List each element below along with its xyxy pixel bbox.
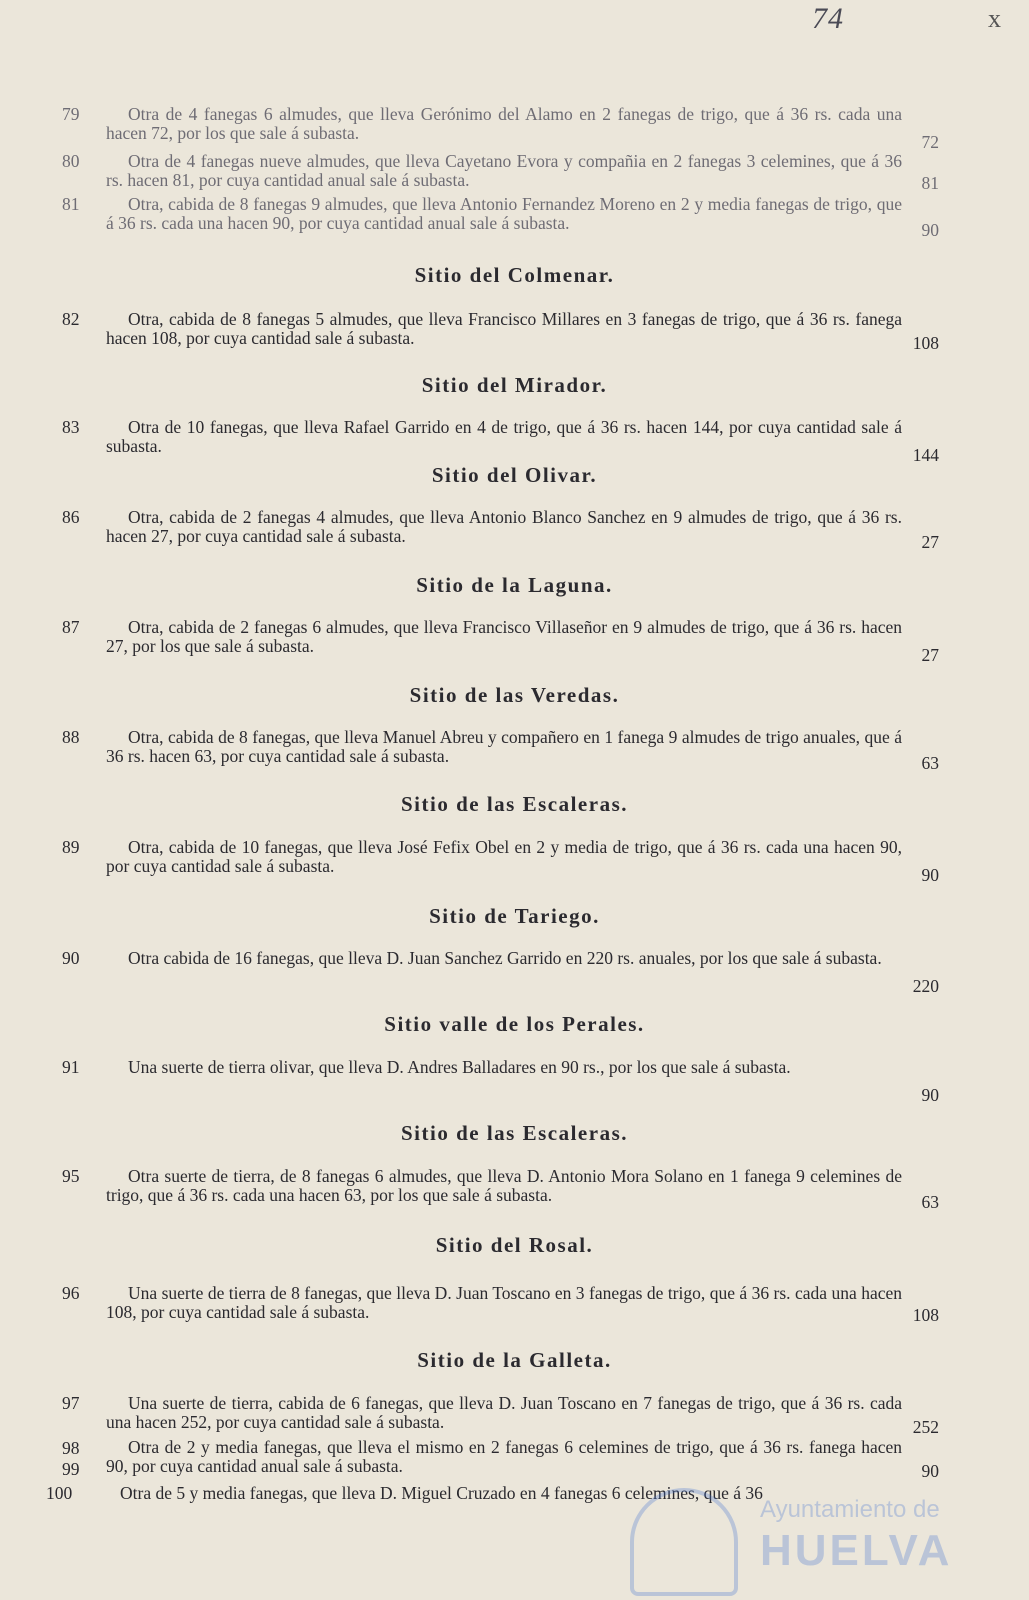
entry-text: Otra de 2 y media fanegas, que lleva el mismo en 2 fanegas 6 celemines de trigo, que á 36 rs. fanega hacen 90, por cuya cantidad anual sale á subasta. — [106, 1437, 902, 1476]
entry-value: 108 — [912, 1305, 939, 1325]
entry-number: 91 — [62, 1057, 80, 1077]
entry-value: 81 — [921, 173, 939, 193]
section-heading: Sitio del Olivar. — [431, 463, 598, 487]
entry-value: 27 — [921, 532, 939, 552]
entry-text: Otra de 10 fanegas, que lleva Rafael Garrido en 4 de trigo, que á 36 rs. hacen 144, por cuya cantidad sale á subasta. — [106, 417, 902, 456]
entry-text: Otra de 4 fanegas 6 almudes, que lleva Gerónimo del Alamo en 2 fanegas de trigo, que á 36 rs. cada una hacen 72, por los que sale á subasta. — [106, 104, 902, 143]
entry-value: 72 — [921, 132, 939, 152]
section-heading: Sitio valle de los Perales. — [384, 1012, 645, 1036]
entry-text: Otra, cabida de 10 fanegas, que lleva José Fefix Obel en 2 y media de trigo, que á 36 rs. cada una hacen 90, por cuya cantidad sale á subasta. — [106, 837, 902, 876]
entry-value: 63 — [921, 753, 939, 773]
archive-watermark — [620, 1480, 980, 1590]
entry-value: 90 — [921, 1461, 939, 1481]
entry-text: Una suerte de tierra, cabida de 6 fanegas, que lleva D. Juan Toscano en 7 fanegas de trigo, que á 36 rs. cada una hacen 252, por cuya cantidad sale á subasta. — [106, 1393, 902, 1432]
entry-text: Una suerte de tierra olivar, que lleva D. Andres Balladares en 90 rs., por los que sale á subasta. — [128, 1057, 791, 1077]
entry-text: Otra suerte de tierra, de 8 fanegas 6 almudes, que lleva D. Antonio Mora Solano en 1 fanega 9 celemines de trigo, que á 36 rs. cada una hacen 63, por los que sale á subasta. — [106, 1166, 902, 1205]
section-heading: Sitio de la Galleta. — [417, 1348, 612, 1372]
entry-number: 100 — [46, 1483, 73, 1503]
entry-number: 81 — [62, 194, 80, 214]
entry-number: 98 99 — [62, 1438, 80, 1479]
entry-value: 144 — [912, 445, 939, 465]
entry-text: Otra de 4 fanegas nueve almudes, que lleva Cayetano Evora y compañia en 2 fanegas 3 celemines, que á 36 rs. hacen 81, por cuya cantidad anual sale á subasta. — [106, 151, 902, 190]
entry-number: 83 — [62, 417, 80, 437]
entry-value: 108 — [912, 333, 939, 353]
entry-number: 82 — [62, 309, 80, 329]
entry-number: 88 — [62, 727, 80, 747]
section-heading: Sitio de las Veredas. — [409, 683, 620, 707]
entry-value: 90 — [921, 1085, 939, 1105]
entry-number: 80 — [62, 151, 80, 171]
section-heading: Sitio de las Escaleras. — [401, 792, 628, 816]
seal-icon — [630, 1488, 738, 1596]
entry-text: Una suerte de tierra de 8 fanegas, que lleva D. Juan Toscano en 3 fanegas de trigo, que á 36 rs. cada una hacen 108, por cuya cantidad sale á subasta. — [106, 1283, 902, 1322]
section-heading: Sitio del Rosal. — [435, 1233, 594, 1257]
section-heading: Sitio de las Escaleras. — [401, 1121, 628, 1145]
entry-value: 220 — [912, 976, 939, 996]
section-heading: Sitio del Colmenar. — [414, 263, 615, 287]
entry-text: Otra, cabida de 2 fanegas 6 almudes, que lleva Francisco Villaseñor en 9 almudes de trigo, que á 36 rs. hacen 27, por los que sale á subasta. — [106, 617, 902, 656]
page-number: 74 — [812, 2, 844, 35]
entry-text: Otra, cabida de 8 fanegas, que lleva Manuel Abreu y compañero en 1 fanega 9 almudes de trigo anuales, que á 36 rs. hacen 63, por cuya cantidad sale á subasta. — [106, 727, 902, 766]
entry-value: 63 — [921, 1192, 939, 1212]
entry-number: 79 — [62, 104, 80, 124]
entry-value: 27 — [921, 645, 939, 665]
corner-mark: x — [988, 4, 1001, 33]
entry-number: 87 — [62, 617, 80, 637]
entry-text: Otra cabida de 16 fanegas, que lleva D. Juan Sanchez Garrido en 220 rs. anuales, por los que sale á subasta. — [128, 948, 882, 968]
entry-number: 96 — [62, 1283, 80, 1303]
entry-number: 90 — [62, 948, 80, 968]
entry-number: 89 — [62, 837, 80, 857]
section-heading: Sitio de Tariego. — [429, 904, 600, 928]
entry-value: 90 — [921, 220, 939, 240]
section-heading: Sitio del Mirador. — [421, 373, 608, 397]
watermark-line2: HUELVA — [760, 1526, 953, 1575]
entry-number: 97 — [62, 1393, 80, 1413]
entry-text: Otra, cabida de 8 fanegas 9 almudes, que lleva Antonio Fernandez Moreno en 2 y media fanegas de trigo, que á 36 rs. cada una hacen 90, por cuya cantidad anual sale á subasta. — [106, 194, 902, 233]
entry-text: Otra, cabida de 2 fanegas 4 almudes, que lleva Antonio Blanco Sanchez en 9 almudes de trigo, que á 36 rs. hacen 27, por cuya cantidad sale á subasta. — [106, 507, 902, 546]
entry-text: Otra de 5 y media fanegas, que lleva D. Miguel Cruzado en 4 fanegas 6 celemines, que á 36 — [120, 1483, 763, 1503]
entry-value: 252 — [912, 1417, 939, 1437]
entry-value: 90 — [921, 865, 939, 885]
section-heading: Sitio de la Laguna. — [416, 573, 613, 597]
entry-number: 86 — [62, 507, 80, 527]
entry-number: 95 — [62, 1166, 80, 1186]
watermark-line1: Ayuntamiento de — [760, 1496, 940, 1523]
entry-text: Otra, cabida de 8 fanegas 5 almudes, que lleva Francisco Millares en 3 fanegas de trigo, que á 36 rs. fanega hacen 108, por cuya cantidad sale á subasta. — [106, 309, 902, 348]
